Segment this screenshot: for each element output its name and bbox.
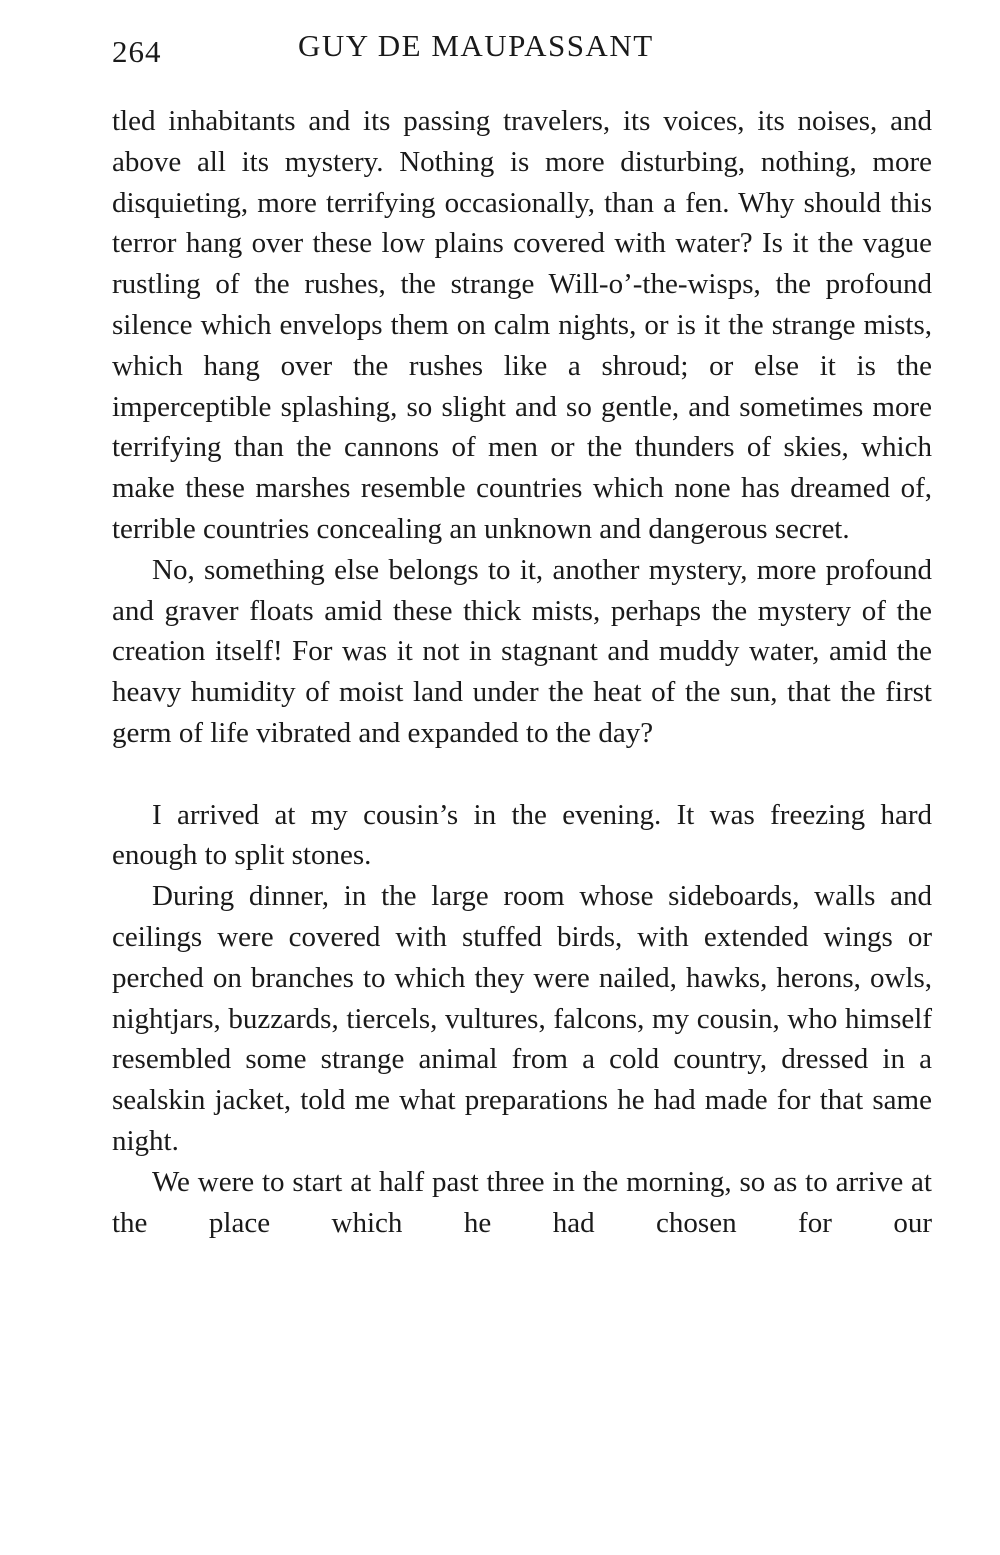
running-title: GUY DE MAUPASSANT <box>298 28 654 63</box>
paragraph: I arrived at my cousin’s in the evening. It was freezing hard enough to split stones. <box>112 798 932 872</box>
body-text <box>112 101 932 1243</box>
paragraph: No, something else belongs to it, another mystery, more profound and graver floats amid these thick mists, perhaps the mystery of the creation itself! For was it not in stagnant and muddy water, amid the heavy humidity of moist land under the heat of the sun, that the first germ of life vibrated and expanded to the day? <box>112 553 932 749</box>
paragraph: tled inhabitants and its passing travelers, its voices, its noises, and above all its mystery. Nothing is more disturbing, nothing, more disquieting, more terrifying occasionally, than a fen. Why should this terror hang over these low plains covered with water? Is it the vague rustling of the rushes, the strange Will-o’-the-wisps, the profound silence which envelops them on calm nights, or is it the strange mists, which hang over the rushes like a shroud; or else it is the imperceptible splashing, so slight and so gentle, and sometimes more terrifying than the cannons of men or the thunders of skies, which make these marshes resemble countries which none has dreamed of, terrible countries concealing an unknown and dangerous secret. <box>112 105 932 545</box>
page-number: 264 <box>112 34 162 69</box>
paragraph: We were to start at half past three in the morning, so as to arrive at the place which he had chosen for our <box>112 1165 932 1239</box>
paragraph: During dinner, in the large room whose sideboards, walls and ceilings were covered with stuffed birds, with extended wings or perched on branches to which they were nailed, hawks, herons, owls, nightjars, buzzards, tiercels, vultures, falcons, my cousin, who himself resembled some strange animal from a cold country, dressed in a sealskin jacket, told me what preparations he had made for that same night. <box>112 880 932 1157</box>
section-break <box>112 754 932 795</box>
running-head <box>112 28 932 76</box>
book-page <box>112 28 932 1243</box>
